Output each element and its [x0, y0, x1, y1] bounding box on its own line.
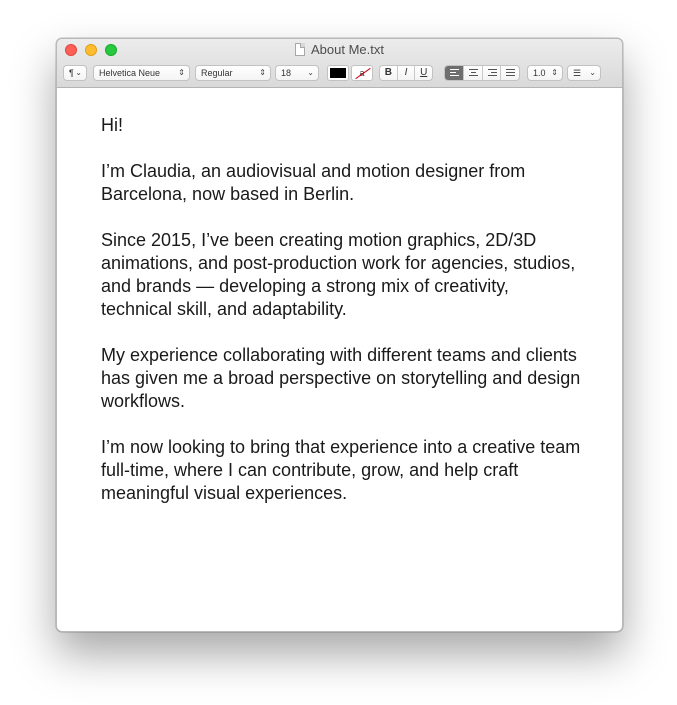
align-right-button[interactable] [483, 66, 502, 80]
chevron-down-icon: ⌄ [589, 68, 596, 77]
paragraph-experience: Since 2015, I’ve been creating motion graphics, 2D/3D animations, and post-production work for agencies, studios, and brands — developing a strong mix of creativity, technical skill, and adaptability. [101, 230, 576, 319]
align-justify-button[interactable] [501, 66, 519, 80]
alignment-segmented [444, 65, 520, 81]
chevron-down-icon: ⌄ [307, 68, 314, 77]
window-title [57, 41, 622, 59]
updown-arrows-icon: ⇕ [178, 68, 185, 77]
window-title-text: About Me.txt [311, 42, 384, 57]
align-right-icon [488, 69, 497, 78]
paragraph-icon: ¶ [69, 68, 74, 78]
paragraph-greeting: Hi! [101, 115, 123, 135]
bold-button[interactable]: B [380, 66, 398, 80]
text-style-segmented [379, 65, 433, 81]
font-style-value: Regular [201, 68, 233, 78]
document-text-area[interactable] [101, 114, 581, 528]
paragraph-intro: I’m Claudia, an audiovisual and motion designer from Barcelona, now based in Berlin. [101, 161, 526, 204]
align-left-button[interactable] [445, 66, 464, 80]
updown-arrows-icon: ⇕ [551, 68, 558, 77]
chevron-down-icon: ⌄ [75, 68, 82, 77]
font-family-popup[interactable] [93, 65, 190, 81]
align-center-icon [469, 69, 478, 78]
line-spacing-popup[interactable] [527, 65, 563, 81]
align-center-button[interactable] [464, 66, 483, 80]
paragraph-collaboration: My experience collaborating with different teams and clients has given me a broad perspective on storytelling and design workflows. [101, 345, 581, 411]
textedit-window [56, 38, 623, 632]
font-size-value: 18 [281, 68, 292, 78]
font-style-popup[interactable] [195, 65, 271, 81]
updown-arrows-icon: ⇕ [259, 68, 266, 77]
font-size-combo[interactable] [275, 65, 319, 81]
align-left-icon [450, 69, 459, 78]
line-spacing-value: 1.0 [533, 68, 546, 78]
list-style-popup[interactable] [567, 65, 601, 81]
paragraph-style-popup[interactable] [63, 65, 87, 81]
italic-button[interactable]: I [398, 66, 416, 80]
list-icon: ☰ [573, 68, 582, 78]
text-color-well[interactable] [327, 65, 349, 81]
title-bar[interactable] [57, 39, 622, 88]
font-family-value: Helvetica Neue [99, 68, 161, 78]
paragraph-goal: I’m now looking to bring that experience into a creative team full-time, where I can contribute, grow, and help craft meaningful visual experiences. [101, 437, 581, 503]
text-color-swatch [330, 68, 346, 78]
background-color-well[interactable] [351, 65, 373, 81]
underline-button[interactable]: U [420, 67, 428, 78]
document-icon [295, 43, 305, 56]
align-justify-icon [506, 69, 515, 78]
